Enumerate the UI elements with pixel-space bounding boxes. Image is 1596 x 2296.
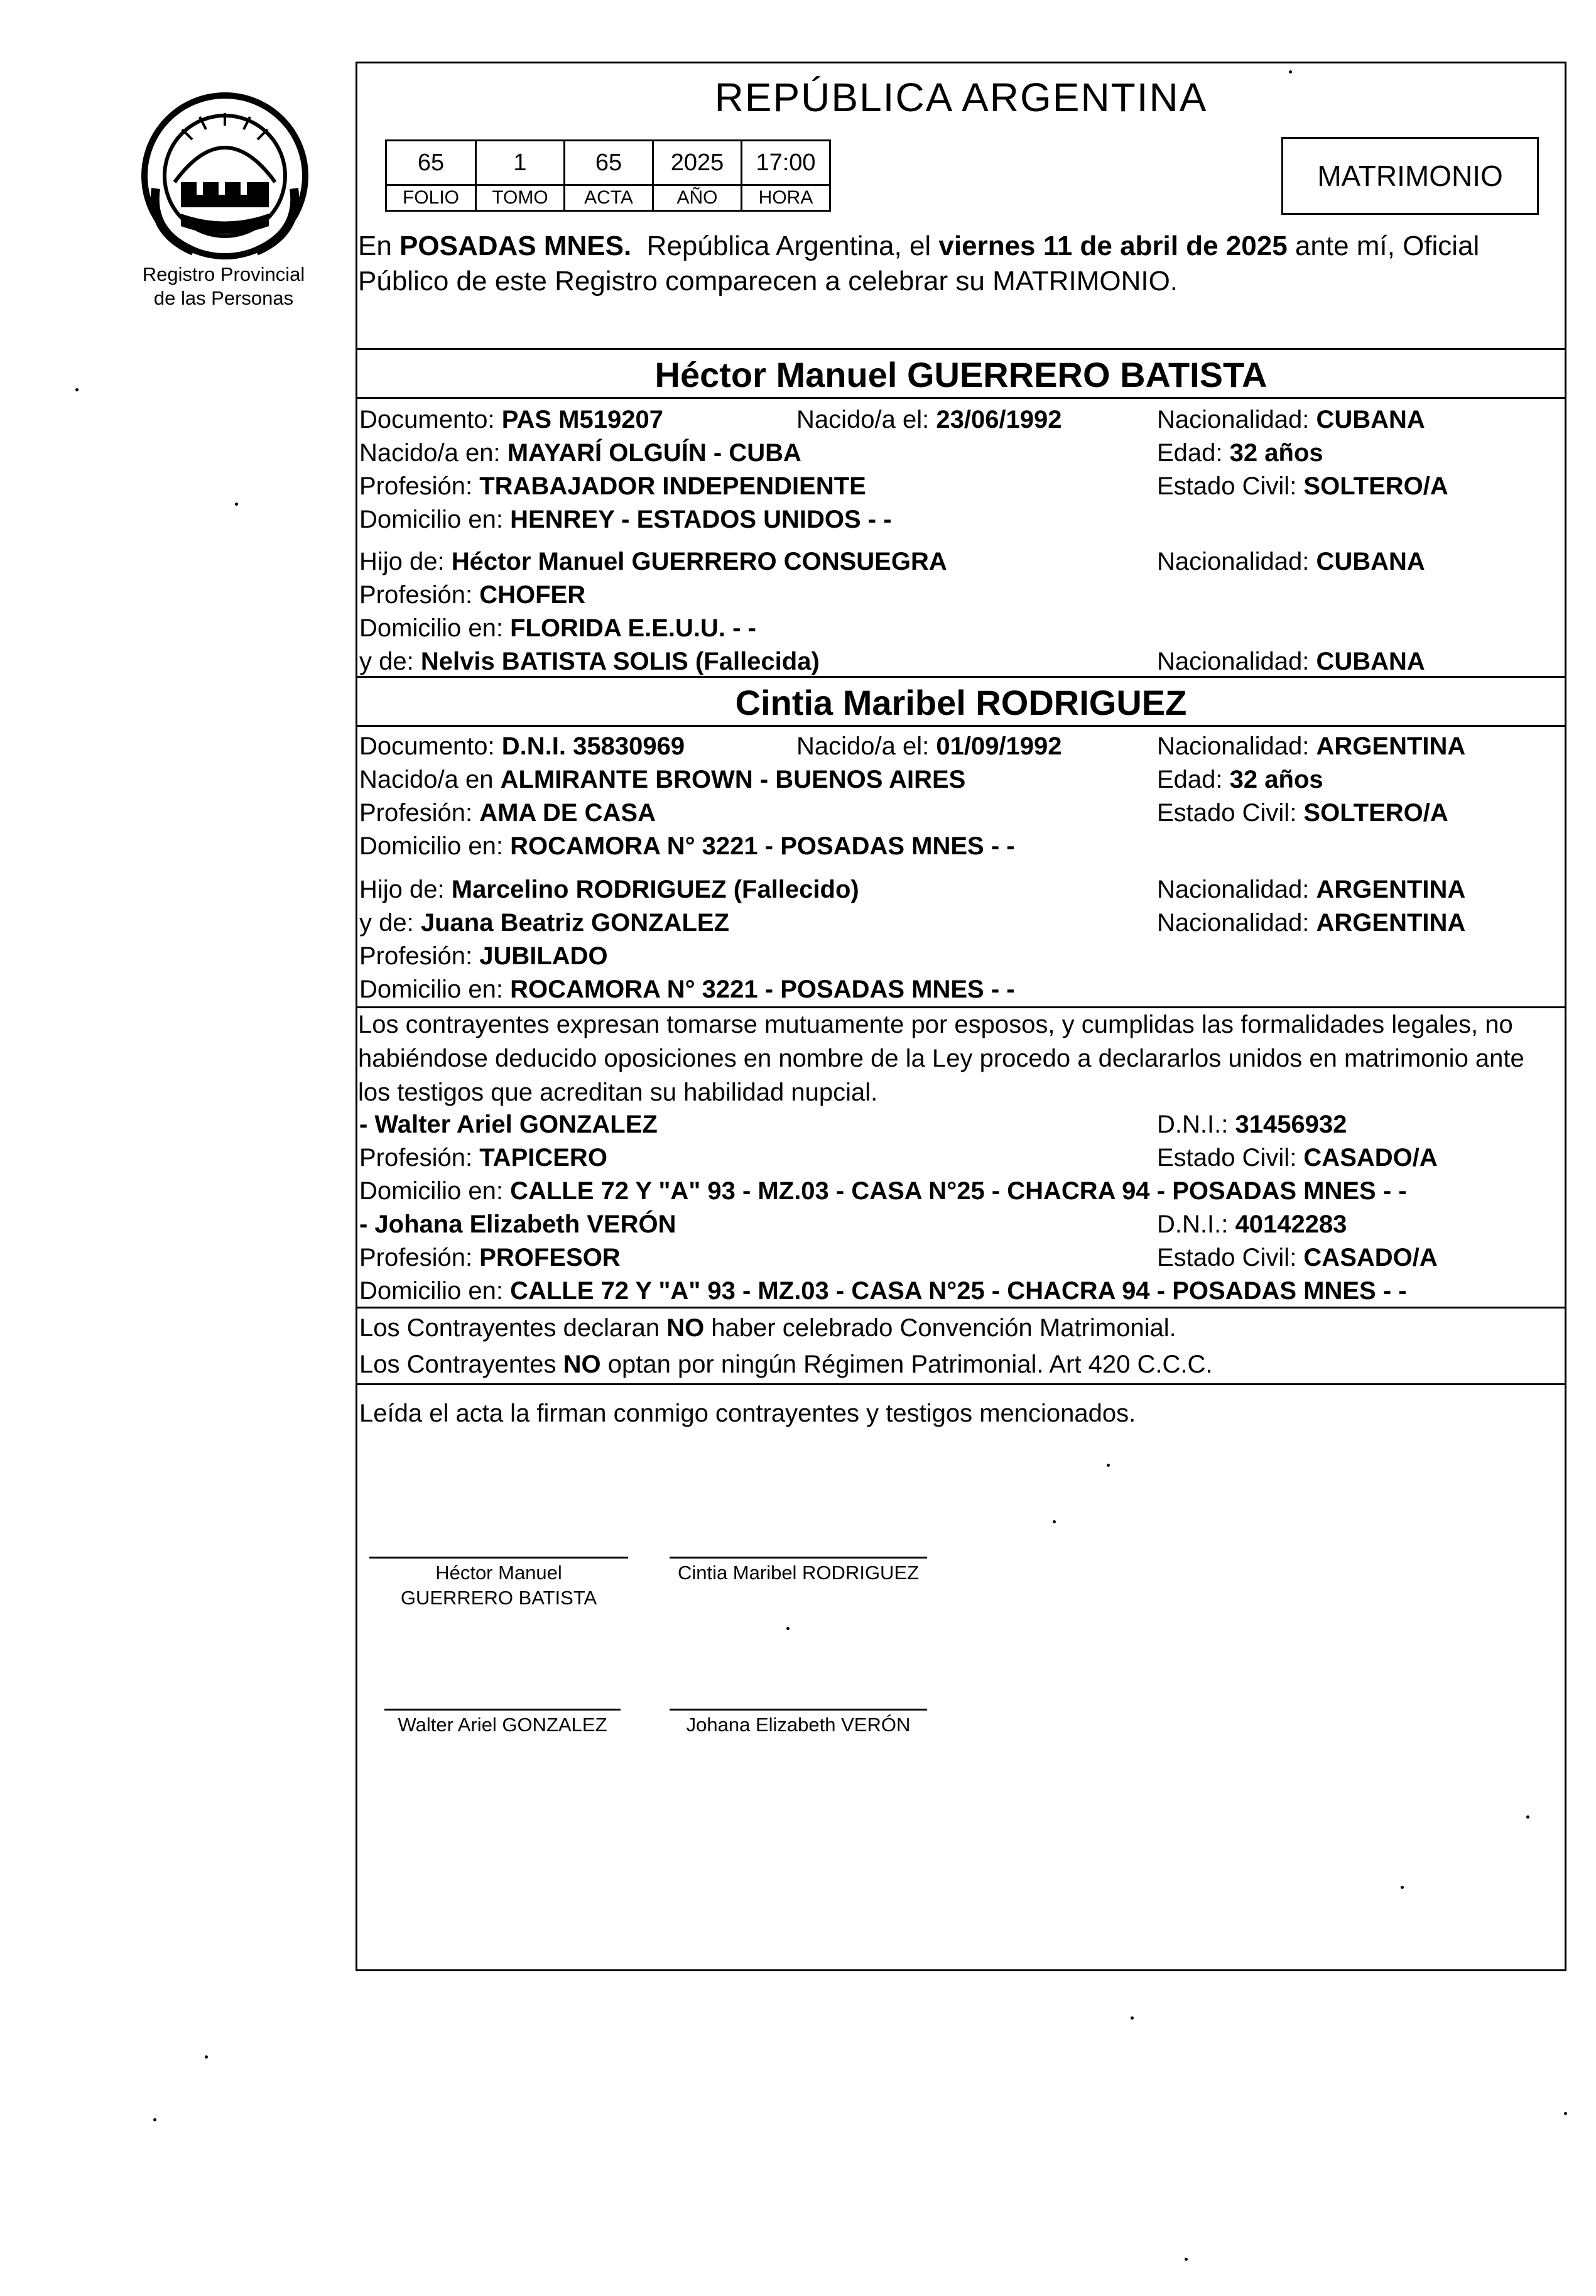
field-label: Estado Civil: xyxy=(1157,799,1304,827)
scan-speck xyxy=(1564,2112,1567,2115)
witness1-profesion xyxy=(359,1143,607,1173)
statement-text: Los Contrayentes declaran xyxy=(359,1314,667,1342)
registry-values-row xyxy=(386,141,830,185)
spouse2-padre xyxy=(359,874,859,905)
field-value: ARGENTINA xyxy=(1316,732,1466,760)
scan-speck xyxy=(1107,1464,1110,1467)
spouse2-madre-nacionalidad xyxy=(1157,908,1465,938)
signature-name-line2: GUERRERO BATISTA xyxy=(400,1587,597,1609)
signature-line xyxy=(369,1557,628,1559)
declaration-line2: habiéndose deducido oposiciones en nombre de la Ley procedo a declararlos unidos en matrimonio ante xyxy=(358,1045,1524,1072)
spouse2-padre-nacionalidad xyxy=(1157,874,1465,905)
divider xyxy=(356,397,1566,399)
divider xyxy=(356,1383,1566,1385)
field-label: Edad: xyxy=(1157,766,1230,793)
spouse1-padre xyxy=(359,547,947,577)
field-label: Nacionalidad: xyxy=(1157,548,1316,575)
field-label: Estado Civil: xyxy=(1157,1144,1304,1172)
field-label: y de: xyxy=(359,909,421,937)
field-value: CASADO/A xyxy=(1303,1244,1438,1271)
anio-label: AÑO xyxy=(653,185,742,211)
field-value: FLORIDA E.E.U.U. - - xyxy=(510,614,756,642)
registry-table xyxy=(385,139,831,212)
field-value: AMA DE CASA xyxy=(479,799,656,827)
field-label: Profesión: xyxy=(359,1244,480,1271)
act-type-box: MATRIMONIO xyxy=(1281,137,1539,215)
divider xyxy=(356,676,1566,678)
spouse1-profesion xyxy=(359,471,866,501)
witness1-name xyxy=(359,1109,658,1140)
field-value: SOLTERO/A xyxy=(1303,799,1448,827)
field-label: Edad: xyxy=(1157,439,1230,467)
anio-value: 2025 xyxy=(653,141,742,185)
field-label: Documento: xyxy=(359,406,502,433)
field-value: SOLTERO/A xyxy=(1303,472,1448,500)
field-label: Nacionalidad: xyxy=(1157,406,1316,433)
field-value: TRABAJADOR INDEPENDIENTE xyxy=(479,472,866,500)
field-value: PAS M519207 xyxy=(501,406,663,433)
signature-witness2: Johana Elizabeth VERÓN xyxy=(686,1714,911,1736)
province-seal-logo xyxy=(137,88,313,264)
spouse2-estado-civil xyxy=(1157,798,1448,828)
field-value: - Walter Ariel GONZALEZ xyxy=(359,1111,658,1138)
signature-line xyxy=(384,1709,621,1711)
tomo-label: TOMO xyxy=(476,185,565,211)
spouse1-padre-nacionalidad xyxy=(1157,547,1425,577)
field-label: Documento: xyxy=(359,732,502,760)
intro-paragraph xyxy=(358,229,1564,299)
spouse2-nacido-en xyxy=(359,764,965,795)
spouse1-estado-civil xyxy=(1157,471,1448,501)
tomo-value: 1 xyxy=(476,141,565,185)
field-value: ROCAMORA N° 3221 - POSADAS MNES - - xyxy=(510,832,1015,860)
intro-date: viernes 11 de abril de 2025 xyxy=(938,231,1288,261)
field-label: Nacido/a en xyxy=(359,766,501,793)
scan-speck xyxy=(205,2055,208,2059)
field-value: JUBILADO xyxy=(479,942,608,970)
statement-emphasis: NO xyxy=(666,1314,705,1342)
intro-place: POSADAS MNES. xyxy=(399,231,632,261)
field-label: D.N.I.: xyxy=(1157,1211,1235,1238)
field-label: Domicilio en: xyxy=(359,1277,511,1305)
spouse2-name: Cintia Maribel RODRIGUEZ xyxy=(735,683,1187,722)
signature-name-line1: Héctor Manuel xyxy=(435,1562,562,1584)
spouse1-madre-nacionalidad xyxy=(1157,646,1425,677)
field-label: Nacionalidad: xyxy=(1157,648,1316,675)
spouse2-nacido-el xyxy=(796,731,1062,761)
field-label: Hijo de: xyxy=(359,548,452,575)
spouse1-padre-domicilio xyxy=(359,613,756,643)
scan-speck xyxy=(1131,2016,1134,2020)
field-label: Nacionalidad: xyxy=(1157,909,1316,937)
field-value: 31456932 xyxy=(1235,1111,1347,1138)
field-value: MAYARÍ OLGUÍN - CUBA xyxy=(507,439,801,467)
statement-text: optan por ningún Régimen Patrimonial. Art 420 C.C.C. xyxy=(600,1351,1213,1378)
witness2-profesion xyxy=(359,1243,621,1273)
field-value: D.N.I. 35830969 xyxy=(501,732,685,760)
field-label: Profesión: xyxy=(359,581,480,609)
field-label: D.N.I.: xyxy=(1157,1111,1235,1138)
witness2-estado-civil xyxy=(1157,1243,1438,1273)
witness2-dni xyxy=(1157,1209,1347,1239)
spouse2-madre-profesion xyxy=(359,941,608,971)
hora-value: 17:00 xyxy=(742,141,830,185)
spouse1-name: Héctor Manuel GUERRERO BATISTA xyxy=(654,355,1268,394)
intro-text: República Argentina, el xyxy=(631,231,939,261)
field-label: Profesión: xyxy=(359,942,480,970)
statement-emphasis: NO xyxy=(563,1351,601,1378)
field-label: Domicilio en: xyxy=(359,1177,511,1205)
spouse2-domicilio xyxy=(359,831,1015,861)
spouse1-nacido-el xyxy=(796,405,1062,435)
field-value: CALLE 72 Y "A" 93 - MZ.03 - CASA N°25 - CHACRA 94 - POSADAS MNES - - xyxy=(510,1277,1407,1305)
spouse2-edad xyxy=(1157,764,1323,795)
field-label: Hijo de: xyxy=(359,876,452,903)
spouse1-padre-profesion xyxy=(359,580,585,610)
spouse2-profesion xyxy=(359,798,656,828)
divider xyxy=(356,725,1566,727)
field-value: 01/09/1992 xyxy=(936,732,1062,760)
folio-label: FOLIO xyxy=(386,185,476,211)
field-label: Nacido/a el: xyxy=(796,732,936,760)
registry-labels-row xyxy=(386,185,830,211)
witness2-domicilio xyxy=(359,1276,1407,1306)
witness1-domicilio xyxy=(359,1176,1407,1206)
signature-spouse2: Cintia Maribel RODRIGUEZ xyxy=(677,1562,920,1584)
divider xyxy=(356,348,1566,350)
field-label: Profesión: xyxy=(359,799,480,827)
divider xyxy=(356,1307,1566,1309)
field-label: Nacido/a en: xyxy=(359,439,508,467)
acta-value: 65 xyxy=(565,141,653,185)
field-value: ARGENTINA xyxy=(1316,876,1466,903)
field-value: 40142283 xyxy=(1235,1211,1347,1238)
field-value: TAPICERO xyxy=(479,1144,607,1172)
scan-speck xyxy=(1289,70,1292,73)
spouse1-madre xyxy=(359,646,820,677)
witness1-estado-civil xyxy=(1157,1143,1438,1173)
field-value: ARGENTINA xyxy=(1316,909,1466,937)
registry-caption-line2: de las Personas xyxy=(153,287,294,309)
field-label: Domicilio en: xyxy=(359,506,511,533)
intro-line2: Público de este Registro comparecen a celebrar su MATRIMONIO. xyxy=(358,266,1178,297)
patrimonial-statement xyxy=(359,1349,1213,1379)
field-value: Juana Beatriz GONZALEZ xyxy=(420,909,730,937)
signature-line xyxy=(670,1557,927,1559)
spouse2-madre-domicilio xyxy=(359,974,1015,1004)
scan-speck xyxy=(1526,1815,1529,1819)
scan-speck xyxy=(1185,2258,1188,2261)
field-value: 32 años xyxy=(1229,766,1323,793)
witness1-dni xyxy=(1157,1109,1347,1140)
statement-text: haber celebrado Convención Matrimonial. xyxy=(704,1314,1176,1342)
field-value: CALLE 72 Y "A" 93 - MZ.03 - CASA N°25 - CHACRA 94 - POSADAS MNES - - xyxy=(510,1177,1407,1205)
field-value: CUBANA xyxy=(1316,406,1425,433)
intro-text: ante mí, Oficial xyxy=(1287,231,1480,261)
field-value: PROFESOR xyxy=(479,1244,621,1271)
field-value: - Johana Elizabeth VERÓN xyxy=(359,1211,676,1238)
field-label: Nacionalidad: xyxy=(1157,876,1316,903)
spouse2-nacionalidad xyxy=(1157,731,1465,761)
spouse1-nacido-en xyxy=(359,438,801,468)
statement-text: Los Contrayentes xyxy=(359,1351,563,1378)
field-label: Profesión: xyxy=(359,472,480,500)
declaration-line3: los testigos que acreditan su habilidad nupcial. xyxy=(358,1079,878,1106)
spouse2-documento xyxy=(359,731,685,761)
field-label: Profesión: xyxy=(359,1144,480,1172)
folio-value: 65 xyxy=(386,141,476,185)
field-value: 32 años xyxy=(1229,439,1323,467)
field-value: CHOFER xyxy=(479,581,586,609)
field-value: Héctor Manuel GUERRERO CONSUEGRA xyxy=(451,548,947,575)
scan-speck xyxy=(235,503,238,506)
registry-caption xyxy=(111,263,337,310)
registry-caption-line1: Registro Provincial xyxy=(142,263,305,285)
field-value: 23/06/1992 xyxy=(936,406,1062,433)
hora-label: HORA xyxy=(742,185,830,211)
scan-speck xyxy=(1053,1520,1056,1523)
field-value: CUBANA xyxy=(1316,648,1425,675)
witness2-name xyxy=(359,1209,676,1239)
field-label: Domicilio en: xyxy=(359,614,511,642)
signature-line xyxy=(670,1709,927,1711)
spouse1-domicilio xyxy=(359,504,892,535)
declaration-line1: Los contrayentes expresan tomarse mutuamente por esposos, y cumplidas las formalidades legales, no xyxy=(358,1011,1513,1038)
field-value: CASADO/A xyxy=(1303,1144,1438,1172)
field-value: Marcelino RODRIGUEZ (Fallecido) xyxy=(451,876,859,903)
field-label: Domicilio en: xyxy=(359,976,511,1003)
scan-speck xyxy=(75,388,79,391)
field-value: ROCAMORA N° 3221 - POSADAS MNES - - xyxy=(510,976,1015,1003)
convention-statement xyxy=(359,1313,1176,1343)
signature-witness1: Walter Ariel GONZALEZ xyxy=(398,1714,607,1736)
page-title: REPÚBLICA ARGENTINA xyxy=(714,75,1208,120)
field-value: ALMIRANTE BROWN - BUENOS AIRES xyxy=(500,766,966,793)
field-value: CUBANA xyxy=(1316,548,1425,575)
intro-text: En xyxy=(358,231,400,261)
field-label: Domicilio en: xyxy=(359,832,511,860)
field-label: Nacido/a el: xyxy=(796,406,936,433)
spouse1-documento xyxy=(359,405,663,435)
declaration-paragraph xyxy=(358,1008,1564,1109)
acta-label: ACTA xyxy=(565,185,653,211)
field-value: Nelvis BATISTA SOLIS (Fallecida) xyxy=(420,648,820,675)
signature-spouse1 xyxy=(369,1560,628,1611)
spouse1-edad xyxy=(1157,438,1323,468)
scan-speck xyxy=(153,2118,156,2121)
spouse2-madre xyxy=(359,908,729,938)
intro-line1 xyxy=(358,229,1564,264)
closing-statement: Leída el acta la firman conmigo contrayentes y testigos mencionados. xyxy=(359,1400,1136,1427)
field-label: Nacionalidad: xyxy=(1157,732,1316,760)
field-label: Estado Civil: xyxy=(1157,472,1304,500)
field-label: Estado Civil: xyxy=(1157,1244,1304,1271)
spouse1-nacionalidad xyxy=(1157,405,1425,435)
scan-speck xyxy=(1401,1886,1404,1889)
field-value: HENREY - ESTADOS UNIDOS - - xyxy=(510,506,892,533)
field-label: y de: xyxy=(359,648,421,675)
scan-speck xyxy=(786,1627,790,1630)
